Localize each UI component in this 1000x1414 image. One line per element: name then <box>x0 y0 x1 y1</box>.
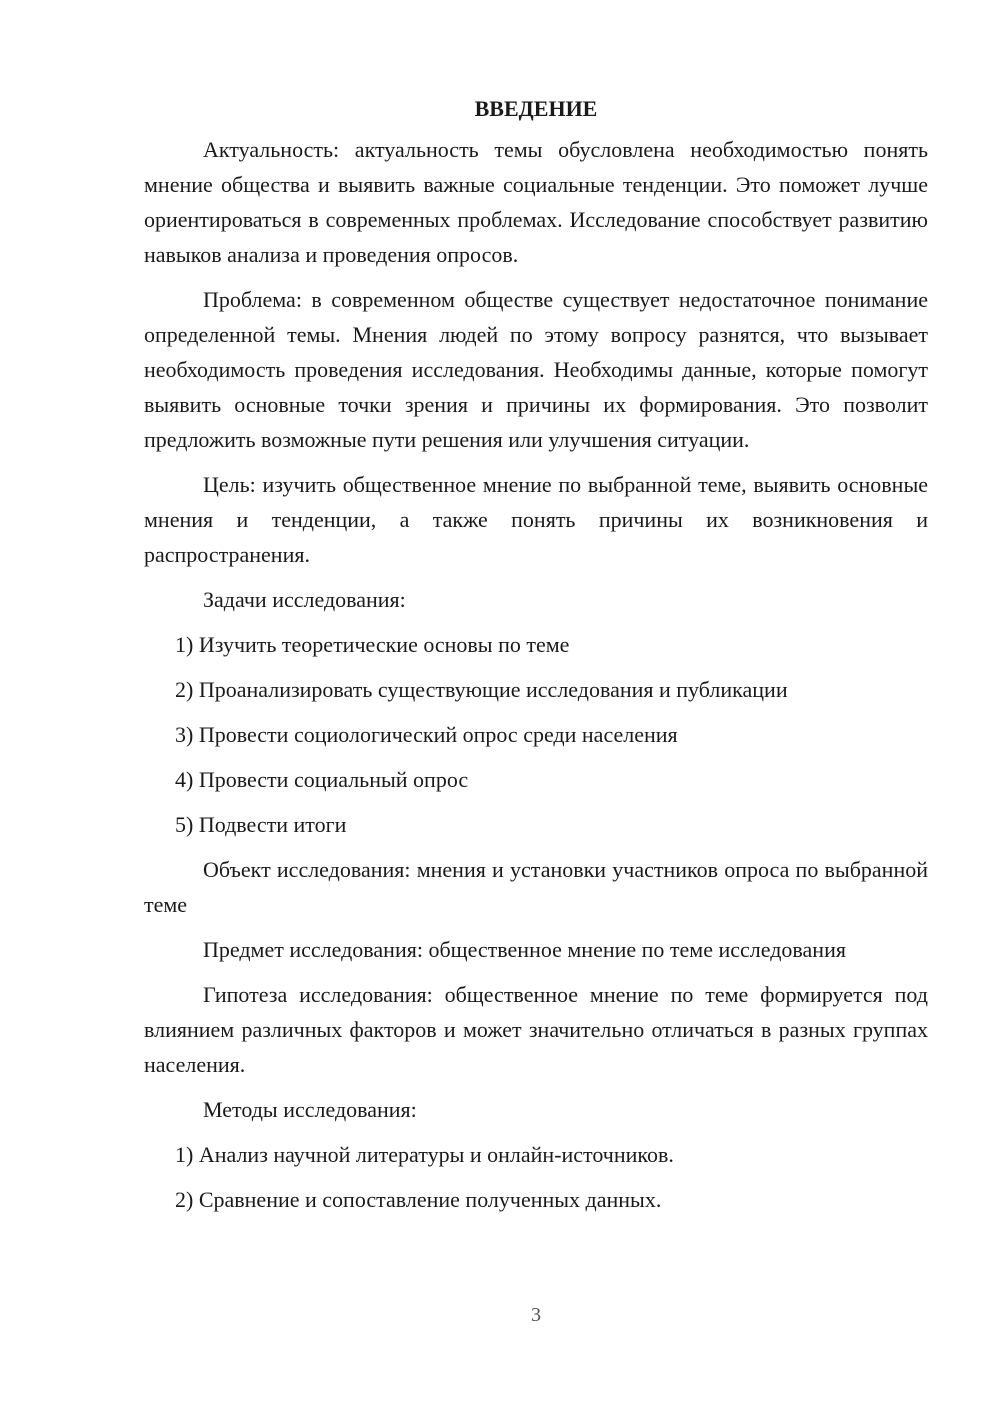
methods-heading: Методы исследования: <box>203 1097 417 1122</box>
task-item: 5) Подвести итоги <box>175 812 347 837</box>
task-item: 3) Провести социологический опрос среди населения <box>175 722 678 747</box>
tasks-heading: Задачи исследования: <box>203 587 406 612</box>
document-page <box>144 94 928 1227</box>
goal-paragraph: Цель: изучить общественное мнение по выбранной теме, выявить основные мнения и тенденции, а также понять причины их возникновения и распространения. <box>144 472 928 567</box>
relevance-paragraph: Актуальность: актуальность темы обусловлена необходимостью понять мнение общества и выявить важные социальные тенденции. Это поможет лучше ориентироваться в современных проблемах. Исследование способствует развитию навыков анализа и проведения опросов. <box>144 137 928 267</box>
problem-paragraph: Проблема: в современном обществе существует недостаточное понимание определенной темы. Мнения людей по этому вопросу разнятся, что вызывает необходимость проведения исследования. Необходимы данные, которые помогут выявить основные точки зрения и причины их формирования. Это позволит предложить возможные пути решения или улучшения ситуации. <box>144 287 928 452</box>
task-item: 2) Проанализировать существующие исследования и публикации <box>175 677 788 702</box>
page-title: ВВЕДЕНИЕ <box>474 96 598 121</box>
method-item: 2) Сравнение и сопоставление полученных данных. <box>175 1187 662 1212</box>
task-item: 4) Провести социальный опрос <box>175 767 469 792</box>
page-number: 3 <box>531 1304 541 1326</box>
subject-paragraph: Предмет исследования: общественное мнение по теме исследования <box>203 937 846 962</box>
object-paragraph: Объект исследования: мнения и установки участников опроса по выбранной теме <box>144 857 928 917</box>
task-item: 1) Изучить теоретические основы по теме <box>175 632 570 657</box>
method-item: 1) Анализ научной литературы и онлайн-источников. <box>175 1142 674 1167</box>
hypothesis-paragraph: Гипотеза исследования: общественное мнение по теме формируется под влиянием различных факторов и может значительно отличаться в разных группах населения. <box>144 982 928 1077</box>
